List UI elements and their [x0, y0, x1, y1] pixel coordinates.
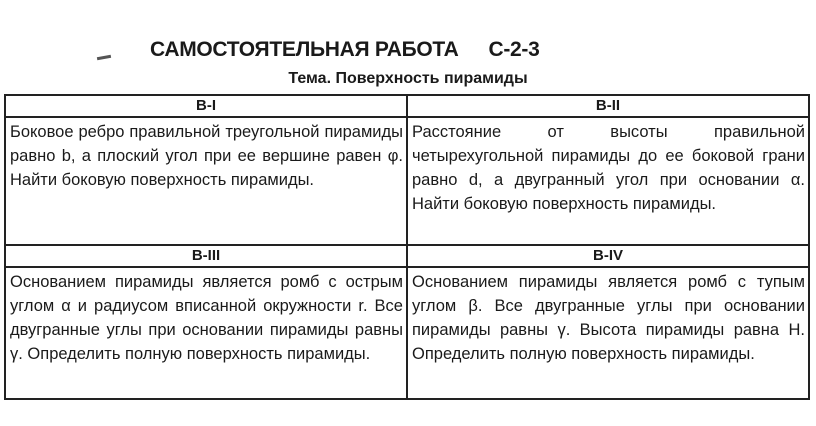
variant-label-3: В-III [5, 245, 407, 267]
topic-subtitle: Тема. Поверхность пирамиды [288, 70, 528, 87]
stray-mark [97, 55, 111, 60]
variant-cell-1 [5, 117, 407, 245]
variant-cell-3 [5, 267, 407, 399]
table-row [5, 95, 809, 117]
variant-text-2: Расстояние от высоты правильной четырехугольной пирамиды до ее боковой грани равно d, а двугранный угол при основании α. Найти боковую поверхность пирамиды. [412, 123, 805, 213]
variant-text-4: Основанием пирамиды является ромб с тупым углом β. Все двугранные углы при основании пирамиды равны γ. Высота пирамиды равна H. Определить полную поверхность пирамиды. [412, 273, 805, 363]
table-row [5, 267, 809, 399]
table-row [5, 117, 809, 245]
variant-cell-2 [407, 117, 809, 245]
page-title [150, 38, 670, 62]
table-row [5, 245, 809, 267]
variant-cell-4 [407, 267, 809, 399]
variant-text-1: Боковое ребро правильной треугольной пирамиды равно b, а плоский угол при ее вершине равен φ. Найти боковую поверхность пирамиды. [10, 123, 403, 189]
variant-text-3: Основанием пирамиды является ромб с острым углом α и радиусом вписанной окружности r. Все двугранные углы при основании пирамиды равны γ. Определить полную поверхность пирамиды. [10, 273, 403, 363]
variants-table [4, 94, 810, 400]
work-code: С-2-3 [488, 38, 540, 61]
variant-label-2: В-II [407, 95, 809, 117]
variant-label-4: В-IV [407, 245, 809, 267]
title-text: САМОСТОЯТЕЛЬНАЯ РАБОТА [150, 38, 459, 61]
variant-label-1: В-I [5, 95, 407, 117]
